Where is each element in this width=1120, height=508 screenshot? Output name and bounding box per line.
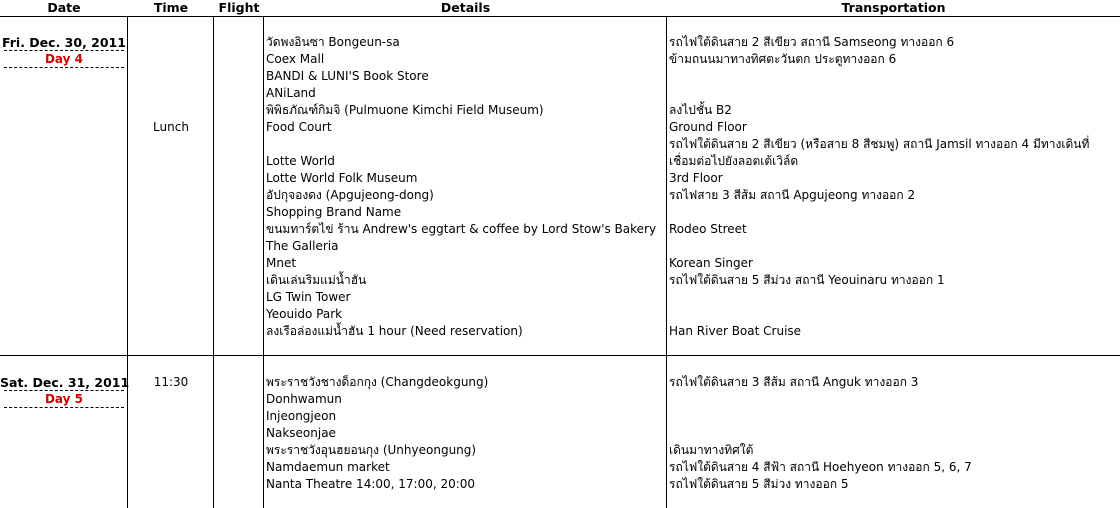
day4-label: Day 4	[4, 52, 124, 68]
day4-row-transport: Ground Floor	[669, 120, 747, 134]
day4-row-time: Lunch	[153, 120, 189, 134]
day4-row-details: วัดพงอินซา Bongeun-sa	[266, 35, 400, 49]
day4-row-transport: รถไฟใต้ดินสาย 2 สีเขียว สถานี Samseong ทางออก 6	[669, 35, 955, 49]
day4-row-details: Food Court	[266, 120, 332, 134]
day4-row-transport: Korean Singer	[669, 256, 753, 270]
day4-row-transport: Rodeo Street	[669, 222, 747, 236]
day5-row-details: Namdaemun market	[266, 460, 390, 474]
day4-row-details: ลงเรือล่องแม่น้ำฮัน 1 hour (Need reservation)	[266, 324, 523, 338]
header-transportation: Transportation	[841, 0, 946, 15]
day4-row-transport: ข้ามถนนมาทางทิศตะวันตก ประตูทางออก 6	[669, 52, 897, 66]
col-divider-1	[127, 16, 128, 508]
day4-row-details: อัปกุจองดง (Apgujeong-dong)	[266, 188, 434, 202]
day4-row-transport: รถไฟใต้ดินสาย 5 สีม่วง สถานี Yeouinaru ทางออก 1	[669, 273, 945, 287]
day4-row-details: Coex Mall	[266, 52, 325, 66]
day4-row-details: BANDI & LUNI'S Book Store	[266, 69, 429, 83]
header-divider	[0, 16, 1120, 17]
day4-row-transport: Han River Boat Cruise	[669, 324, 802, 338]
day4-row-details: Lotte World	[266, 154, 335, 168]
day5-row-details: พระราชวังอุนฮยอนกุง (Unhyeongung)	[266, 443, 477, 457]
day4-row-details: ANiLand	[266, 86, 316, 100]
header-date: Date	[47, 0, 81, 15]
day5-row-transport: รถไฟใต้ดินสาย 3 สีส้ม สถานี Anguk ทางออก 3	[669, 375, 919, 389]
day5-date: Sat. Dec. 31, 2011	[0, 375, 130, 390]
day5-row-transport: รถไฟใต้ดินสาย 5 สีม่วง ทางออก 5	[669, 477, 849, 491]
day5-label: Day 5	[4, 392, 124, 408]
day4-row-details: The Galleria	[266, 239, 339, 253]
day4-row-details: LG Twin Tower	[266, 290, 351, 304]
day5-row-details: Nanta Theatre 14:00, 17:00, 20:00	[266, 477, 476, 491]
header-time: Time	[153, 0, 189, 15]
day4-row-details: เดินเล่นริมแม่น้ำฮัน	[266, 273, 367, 287]
day4-row-details: Shopping Brand Name	[266, 205, 402, 219]
day5-date-underline	[4, 390, 124, 391]
day4-row-transport: รถไฟใต้ดินสาย 2 สีเขียว (หรือสาย 8 สีชมพู) สถานี Jamsil ทางออก 4 มีทางเดินที่	[669, 137, 1090, 151]
col-divider-3	[263, 16, 264, 508]
day4-row-transport: รถไฟสาย 3 สีส้ม สถานี Apgujeong ทางออก 2	[669, 188, 916, 202]
day5-row-time: 11:30	[153, 375, 189, 389]
day5-row-details: Nakseonjae	[266, 426, 336, 440]
day4-row-details: พิพิธภัณฑ์กิมจิ (Pulmuone Kimchi Field Museum)	[266, 103, 544, 117]
day5-row-details: พระราชวังชางด็อกกุง (Changdeokgung)	[266, 375, 489, 389]
day4-date: Fri. Dec. 30, 2011	[2, 35, 126, 50]
day4-row-details: Yeouido Park	[266, 307, 343, 321]
day5-row-details: Injeongjeon	[266, 409, 337, 423]
day4-row-transport: 3rd Floor	[669, 171, 723, 185]
day5-row-details: Donhwamun	[266, 392, 342, 406]
day4-row-details: Mnet	[266, 256, 297, 270]
day-divider	[0, 355, 1120, 356]
day5-row-transport: เดินมาทางทิศใต้	[669, 443, 754, 457]
col-divider-2	[213, 16, 214, 508]
header-details: Details	[440, 0, 491, 15]
day5-row-transport: รถไฟใต้ดินสาย 4 สีฟ้า สถานี Hoehyeon ทางออก 5, 6, 7	[669, 460, 972, 474]
day4-date-underline	[4, 50, 124, 51]
day4-row-details: Lotte World Folk Museum	[266, 171, 418, 185]
header-flight: Flight	[218, 0, 260, 15]
col-divider-4	[666, 16, 667, 508]
day4-row-details: ขนมทาร์ตไข่ ร้าน Andrew's eggtart & coffee by Lord Stow's Bakery	[266, 222, 657, 236]
day4-row-transport: เชื่อมต่อไปยังลอตเต้เวิล์ด	[669, 154, 799, 168]
day4-row-transport: ลงไปชั้น B2	[669, 103, 732, 117]
